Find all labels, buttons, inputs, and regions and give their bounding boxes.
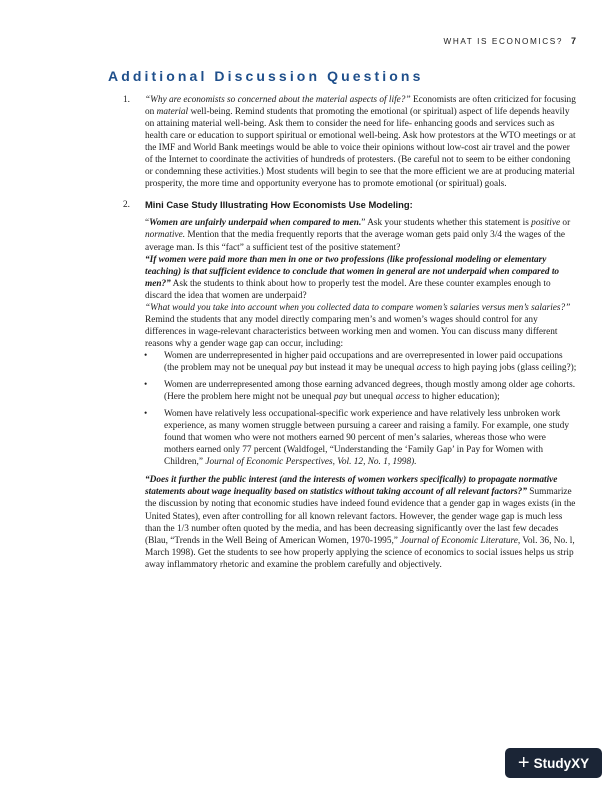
plus-icon: + bbox=[517, 752, 530, 774]
text-run: Women are underrepresented in higher paid occupations and are overrepresented in lower paid occupations (the problem may not be unequal bbox=[164, 350, 563, 373]
citation: Journal of Economic Literature, bbox=[400, 535, 521, 546]
citation: Journal of Economic Perspectives, Vol. 12, No. 1, 1998). bbox=[205, 457, 417, 468]
text-run: Remind the students that any model directly comparing men’s and women’s wages should control for any differences in wage-relevant characteristics between working men and women. You can discuss many different reasons why a gender wage gap can occur, including: bbox=[145, 314, 558, 349]
reasons-list bbox=[145, 350, 578, 468]
emphasis: access bbox=[416, 362, 442, 373]
list-item bbox=[145, 408, 578, 468]
emphasis: pay bbox=[289, 362, 303, 373]
paragraph-counterexample bbox=[145, 254, 578, 302]
text-run: Ask the students to think about how to properly test the model. Are these counter examples enough to discard the idea that women are underpaid? bbox=[145, 278, 551, 301]
section-title: Additional Discussion Questions bbox=[108, 68, 424, 84]
statement-quote: Women are unfairly underpaid when compared to men. bbox=[149, 218, 362, 229]
paragraph-summary bbox=[145, 474, 578, 570]
list-item bbox=[145, 350, 578, 374]
question-1-text bbox=[145, 94, 578, 190]
question-1 bbox=[123, 94, 578, 190]
text-run: Mention that the media frequently reports that the average woman gets paid only 3/4 the wages of the average man. Is this “fact” a sufficient test of the positive statement? bbox=[145, 230, 566, 253]
bullet-icon: • bbox=[144, 409, 148, 420]
paragraph-data bbox=[145, 302, 578, 350]
question-quote: “If women were paid more than men in one or two professions (like professional modeling or elementary teaching) is that sufficient evidence to conclude that women in general are not underpaid when compared to men?” bbox=[145, 254, 560, 289]
text-run: but unequal bbox=[347, 392, 396, 403]
studyxy-logo bbox=[505, 748, 602, 778]
question-quote: “Why are economists so concerned about the material aspects of life?” bbox=[145, 95, 411, 105]
text-run: Vol. 36, No. l, March 1998). Get the students to see how properly applying the science of economics to social issues helps us strip away inflammatory rhetoric and examine the problem carefully and objectively. bbox=[145, 535, 575, 570]
text-run: “ bbox=[145, 218, 150, 229]
text-run: Women are underrepresented among those earning advanced degrees, though mostly among older age cohorts. (Here the problem here might not be unequal bbox=[164, 380, 576, 403]
question-quote: “Does it further the public interest (and the interests of women workers specifically) to propagate normative statements about wage inequality based on statistics without taking account of all relevant factors?” bbox=[145, 475, 558, 498]
running-header bbox=[444, 36, 577, 46]
question-2 bbox=[123, 199, 578, 570]
bullet-icon: • bbox=[144, 350, 148, 361]
text-run: to high paying jobs (glass ceiling?); bbox=[441, 362, 577, 373]
running-title: WHAT IS ECONOMICS? bbox=[443, 37, 563, 46]
logo-text: StudyXY bbox=[533, 755, 590, 771]
emphasis: pay bbox=[333, 392, 348, 403]
text-run: but instead it may be unequal bbox=[302, 362, 417, 373]
page-number: 7 bbox=[570, 36, 576, 46]
text-run: or bbox=[560, 218, 571, 229]
question-quote: “What would you take into account when you collected data to compare women’s salaries versus men’s salaries?” bbox=[145, 302, 571, 313]
text-run: Summarize the discussion by noting that economic studies have indeed found evidence that a gender gap in wages exists (in the United States), even after controlling for all known relevant factors. However, the gender wage gap is much less than the 1/3 number often quoted by the media, and has been decreasing significantly over the last few decades (Blau, “Trends in the Well Being of American Women, 1970-1995,” bbox=[145, 487, 576, 546]
paragraph-statement bbox=[145, 217, 578, 253]
question-number: 2. bbox=[123, 200, 130, 211]
text-run: well-being. Remind students that promoting the emotional (or spiritual) aspect of life depends heavily on attaining material well-being. Ask them to consider the need for life- enhancing goods and services such as health care or education to support spiritual or emotional well-being. Ask how protestors at the WTO meetings or at the IMF and World Bank meetings would be able to voice their opinions without low-cost air travel and the power of the Internet to coordinate the activities of hundreds of protesters. (Be careful not to seem to be either condoning or condemning these activities.) Most students will begin to see that the more efficient we are at producing material prosperity, the more time and opportunity everyone has to promote emotional (or spiritual) goals. bbox=[145, 107, 576, 190]
discussion-questions bbox=[123, 94, 578, 571]
mini-case-heading: Mini Case Study Illustrating How Economists Use Modeling: bbox=[145, 199, 413, 211]
text-run: to higher education); bbox=[419, 392, 500, 403]
text-run: Women have relatively less occupational-specific work experience and have relatively less unbroken work experience, as many women struggle between pursuing a career and raising a family. For example, one study found that women who were not mothers earned 90 percent of men’s salaries, whereas those who were mothers earned only 77 percent (Waldfogel, “Understanding the ‘Family Gap’ in Pay for Women with Children,” bbox=[164, 409, 569, 468]
emphasis: normative. bbox=[145, 230, 186, 241]
emphasis: material bbox=[156, 107, 189, 118]
text-run: Economists are often criticized for focusing on bbox=[145, 95, 576, 118]
question-number: 1. bbox=[123, 95, 130, 105]
text-run: ” Ask your students whether this statement is bbox=[361, 218, 532, 229]
bullet-icon: • bbox=[144, 380, 148, 391]
list-item bbox=[145, 379, 578, 403]
emphasis: positive bbox=[531, 218, 561, 229]
emphasis: access bbox=[395, 392, 420, 403]
